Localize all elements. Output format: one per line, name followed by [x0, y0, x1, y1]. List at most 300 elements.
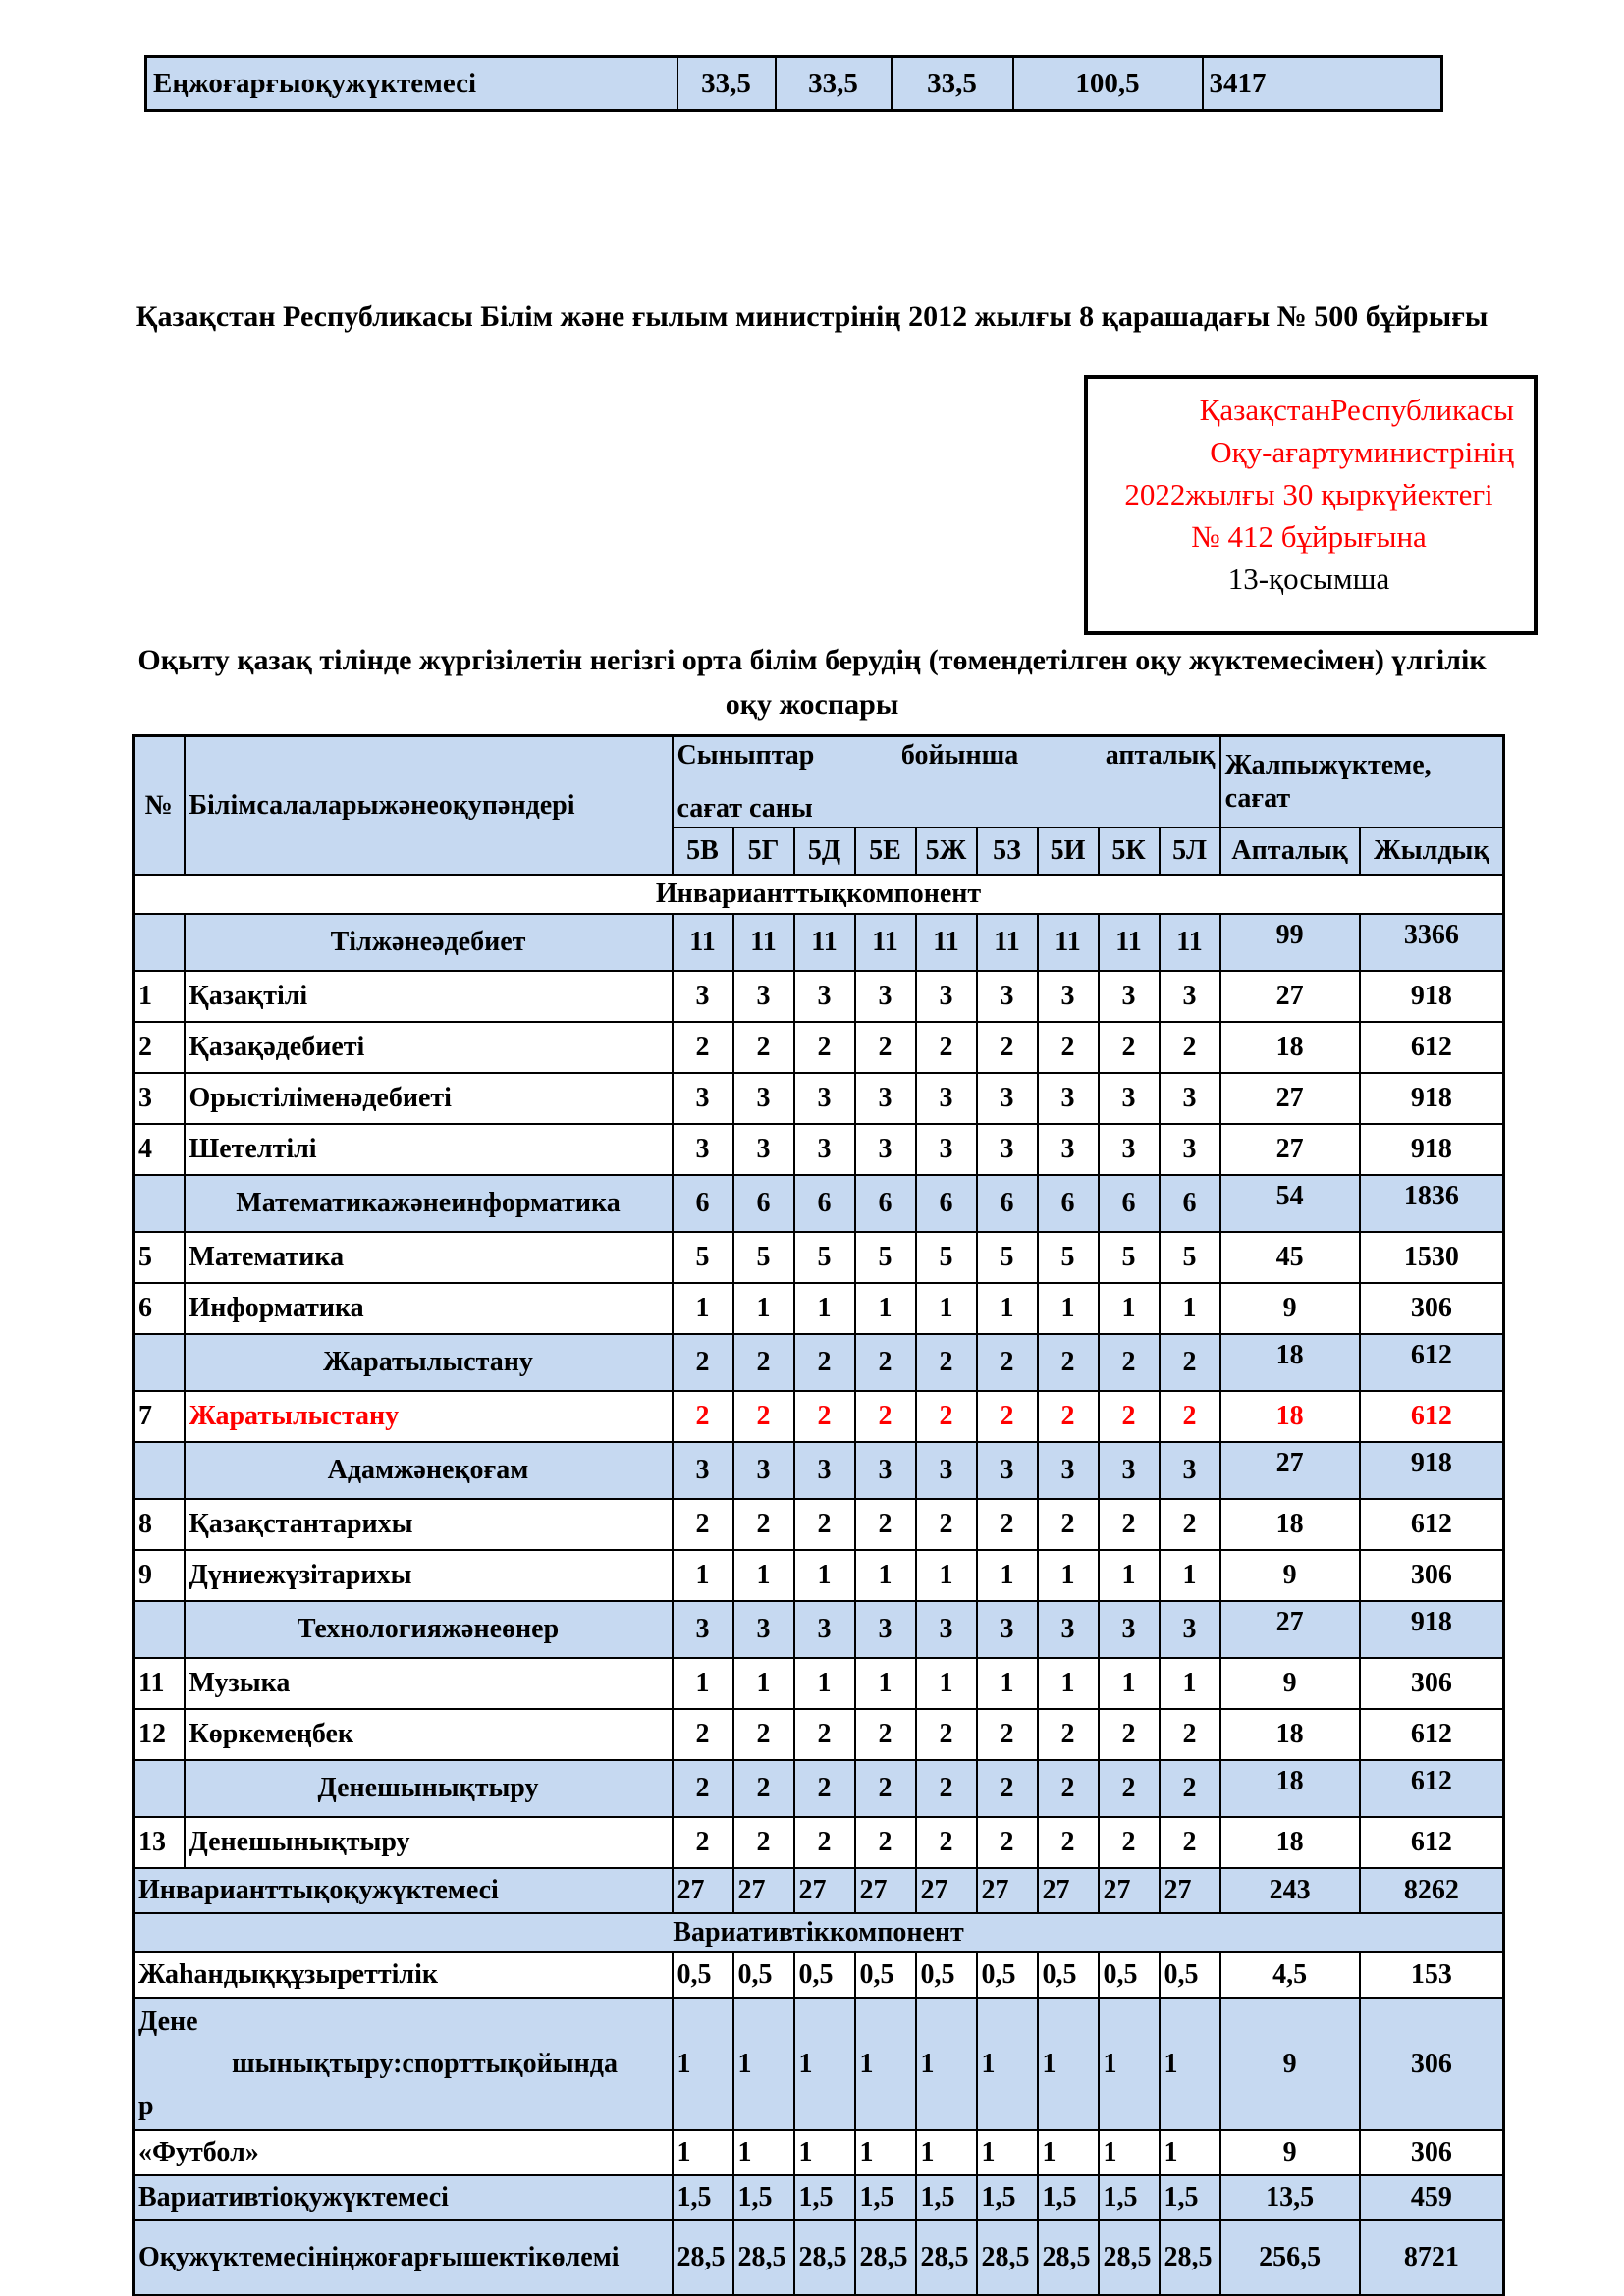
- hours-cell: 3: [855, 1073, 916, 1124]
- hours-cell: 2: [977, 1760, 1038, 1817]
- max-load-label: Еңжоғарғыоқужүктемесі: [146, 57, 677, 111]
- section-title-cell: Инварианттықкомпонент: [134, 875, 1504, 914]
- hours-cell: 1: [977, 1658, 1038, 1709]
- weekly-total-cell: 18: [1220, 1709, 1360, 1760]
- hours-cell: 6: [1160, 1175, 1220, 1232]
- hours-cell: 11: [1099, 914, 1160, 971]
- hours-cell: 2: [855, 1022, 916, 1073]
- hours-cell: 6: [1038, 1175, 1099, 1232]
- hours-cell: 2: [977, 1391, 1038, 1442]
- hours-cell: 1: [1038, 1658, 1099, 1709]
- hours-cell: 11: [977, 914, 1038, 971]
- table-row: [134, 1334, 1504, 1391]
- subject-cell: Математика: [185, 1232, 673, 1283]
- subject-cell: Қазақстантарихы: [185, 1499, 673, 1550]
- hours-cell: 0,5: [1160, 1952, 1220, 1998]
- hours-cell: 2: [916, 1817, 977, 1868]
- weekly-total-cell: 243: [1220, 1868, 1360, 1913]
- hours-cell: 3: [916, 1073, 977, 1124]
- hours-cell: 2: [1038, 1817, 1099, 1868]
- hours-cell: 3: [673, 1442, 733, 1499]
- yearly-total-cell: 612: [1360, 1334, 1504, 1391]
- hours-cell: 1: [855, 1550, 916, 1601]
- hours-cell: 3: [1160, 971, 1220, 1022]
- hours-cell: 3: [977, 971, 1038, 1022]
- hours-cell: 2: [794, 1499, 855, 1550]
- hours-cell: 27: [916, 1868, 977, 1913]
- hours-cell: 0,5: [794, 1952, 855, 1998]
- hours-cell: 1,5: [794, 2175, 855, 2220]
- row-number-cell: 13: [134, 1817, 185, 1868]
- yearly-total-cell: 918: [1360, 1601, 1504, 1658]
- hours-cell: 2: [1099, 1709, 1160, 1760]
- hours-cell: 27: [733, 1868, 794, 1913]
- annex-line: Оқу-ағартуминистрінің: [1210, 435, 1514, 469]
- row-number-cell: 2: [134, 1022, 185, 1073]
- hours-cell: 5: [673, 1232, 733, 1283]
- col-header-yearly: Жылдық: [1360, 828, 1504, 875]
- hours-cell: 5: [1160, 1232, 1220, 1283]
- weekly-total-cell: 9: [1220, 1550, 1360, 1601]
- weekly-total-cell: 27: [1220, 1124, 1360, 1175]
- hours-cell: 2: [673, 1760, 733, 1817]
- hours-cell: 1: [916, 1658, 977, 1709]
- hours-cell: 28,5: [1099, 2220, 1160, 2295]
- section-title-cell: Вариативтіккомпонент: [134, 1913, 1504, 1952]
- hours-cell: 3: [1038, 971, 1099, 1022]
- subject-cell: Музыка: [185, 1658, 673, 1709]
- annex-line: ҚазақстанРеспубликасы: [1199, 393, 1514, 427]
- hours-cell: 2: [1099, 1022, 1160, 1073]
- hours-cell: 2: [1099, 1499, 1160, 1550]
- table-row: [134, 1998, 1504, 2130]
- row-number-cell: 12: [134, 1709, 185, 1760]
- table-row: [134, 1550, 1504, 1601]
- hours-cell: 1: [1038, 2130, 1099, 2175]
- table-row: [134, 1868, 1504, 1913]
- hours-cell: 2: [916, 1760, 977, 1817]
- subject-line: Дене: [138, 2006, 198, 2038]
- hours-cell: 1: [794, 2130, 855, 2175]
- hours-cell: 3: [673, 1601, 733, 1658]
- table-row: [134, 2175, 1504, 2220]
- table-row: [146, 57, 1442, 111]
- table-row: [134, 1442, 1504, 1499]
- annex-line: 2022жылғы 30 қыркүйектегі: [1124, 477, 1493, 511]
- subject-cell: Информатика: [185, 1283, 673, 1334]
- weekly-total-cell: 45: [1220, 1232, 1360, 1283]
- hours-cell: 2: [1038, 1334, 1099, 1391]
- subject-line: шынықтыру:спорттықойында: [232, 2049, 618, 2080]
- hours-cell: 3: [794, 1601, 855, 1658]
- yearly-total-cell: 918: [1360, 971, 1504, 1022]
- subject-cell: Денешынықтыру: [185, 1817, 673, 1868]
- hours-cell: 2: [855, 1760, 916, 1817]
- annex-reference-box: [1084, 375, 1538, 635]
- hours-cell: 3: [1160, 1124, 1220, 1175]
- hours-cell: 3: [855, 1124, 916, 1175]
- hours-cell: 1,5: [1099, 2175, 1160, 2220]
- col-header-weekly: Апталық: [1220, 828, 1360, 875]
- weekly-total-cell: 27: [1220, 1601, 1360, 1658]
- weekly-total-cell: 27: [1220, 1442, 1360, 1499]
- classes-group-line: Сыныптар бойынша апталық: [677, 740, 1216, 771]
- hours-cell: 2: [1160, 1760, 1220, 1817]
- hours-cell: 1: [733, 1658, 794, 1709]
- hours-cell: 3: [673, 971, 733, 1022]
- hours-cell: 6: [855, 1175, 916, 1232]
- max-load-weekly-total: 100,5: [1013, 57, 1203, 111]
- hours-cell: 2: [855, 1709, 916, 1760]
- table-row: [134, 1124, 1504, 1175]
- hours-cell: 3: [1099, 1442, 1160, 1499]
- row-number-cell: 5: [134, 1232, 185, 1283]
- hours-cell: 2: [977, 1709, 1038, 1760]
- hours-cell: 5: [855, 1232, 916, 1283]
- hours-cell: 1: [1038, 1283, 1099, 1334]
- yearly-total-cell: 612: [1360, 1760, 1504, 1817]
- hours-cell: 11: [673, 914, 733, 971]
- hours-cell: 2: [794, 1760, 855, 1817]
- subject-cell: Денешынықтыру: [185, 1760, 673, 1817]
- previous-table-fragment: [144, 55, 1443, 112]
- col-header-class-5d: 5Д: [794, 828, 855, 875]
- subject-cell: Адамжәнеқоғам: [185, 1442, 673, 1499]
- row-number-cell: 6: [134, 1283, 185, 1334]
- hours-cell: 2: [1038, 1499, 1099, 1550]
- yearly-total-cell: 8721: [1360, 2220, 1504, 2295]
- col-header-class-5k: 5К: [1099, 828, 1160, 875]
- hours-cell: 27: [1099, 1868, 1160, 1913]
- hours-cell: 6: [1099, 1175, 1160, 1232]
- col-header-class-5z: 5З: [977, 828, 1038, 875]
- hours-cell: 3: [1160, 1601, 1220, 1658]
- hours-cell: 2: [733, 1391, 794, 1442]
- row-number-cell: [134, 1442, 185, 1499]
- hours-cell: 0,5: [977, 1952, 1038, 1998]
- hours-cell: 2: [1160, 1022, 1220, 1073]
- hours-cell: 1: [855, 2130, 916, 2175]
- row-number-cell: [134, 1175, 185, 1232]
- hours-cell: 2: [855, 1334, 916, 1391]
- subject-cell: Технологияжәнеөнер: [185, 1601, 673, 1658]
- hours-cell: 6: [794, 1175, 855, 1232]
- table-row: [134, 1022, 1504, 1073]
- hours-cell: 3: [794, 971, 855, 1022]
- weekly-total-cell: 18: [1220, 1022, 1360, 1073]
- hours-cell: 1: [1099, 1283, 1160, 1334]
- col-header-subjects: Білімсалаларыжәнеоқупәндері: [185, 736, 673, 876]
- yearly-total-cell: 306: [1360, 1550, 1504, 1601]
- hours-cell: 6: [916, 1175, 977, 1232]
- hours-cell: 1,5: [977, 2175, 1038, 2220]
- hours-cell: 28,5: [855, 2220, 916, 2295]
- hours-cell: 1: [673, 1550, 733, 1601]
- hours-cell: 2: [794, 1391, 855, 1442]
- hours-cell: 3: [673, 1073, 733, 1124]
- hours-cell: 3: [977, 1124, 1038, 1175]
- hours-cell: 1: [1099, 1658, 1160, 1709]
- hours-cell: 0,5: [733, 1952, 794, 1998]
- weekly-total-cell: 18: [1220, 1760, 1360, 1817]
- weekly-total-cell: 4,5: [1220, 1952, 1360, 1998]
- hours-cell: 28,5: [916, 2220, 977, 2295]
- hours-cell: 3: [794, 1124, 855, 1175]
- hours-cell: 1: [855, 1283, 916, 1334]
- hours-cell: 27: [1038, 1868, 1099, 1913]
- hours-cell: 2: [1160, 1334, 1220, 1391]
- hours-cell: 1: [1160, 1550, 1220, 1601]
- row-number-cell: 3: [134, 1073, 185, 1124]
- max-load-value: 33,5: [776, 57, 892, 111]
- hours-cell: 1,5: [855, 2175, 916, 2220]
- hours-cell: 2: [733, 1022, 794, 1073]
- row-number-cell: [134, 914, 185, 971]
- hours-cell: 3: [673, 1124, 733, 1175]
- max-load-yearly-total: 3417: [1203, 57, 1442, 111]
- subject-line: р: [138, 2091, 154, 2122]
- hours-cell: 2: [673, 1022, 733, 1073]
- hours-cell: 1: [855, 1998, 916, 2130]
- row-number-cell: 8: [134, 1499, 185, 1550]
- yearly-total-cell: 918: [1360, 1073, 1504, 1124]
- table-row: [134, 1760, 1504, 1817]
- hours-cell: 1: [794, 1998, 855, 2130]
- table-body: [134, 875, 1504, 2295]
- hours-cell: 2: [916, 1334, 977, 1391]
- hours-cell: 2: [733, 1709, 794, 1760]
- hours-cell: 1: [916, 1283, 977, 1334]
- table-row: [134, 1232, 1504, 1283]
- yearly-total-cell: 3366: [1360, 914, 1504, 971]
- hours-cell: 3: [733, 1601, 794, 1658]
- hours-cell: 2: [794, 1022, 855, 1073]
- col-header-class-5e: 5Е: [855, 828, 916, 875]
- weekly-total-cell: 9: [1220, 1998, 1360, 2130]
- hours-cell: 1: [673, 2130, 733, 2175]
- hours-cell: 27: [794, 1868, 855, 1913]
- hours-cell: 2: [855, 1817, 916, 1868]
- hours-cell: 2: [794, 1709, 855, 1760]
- hours-cell: 2: [794, 1334, 855, 1391]
- hours-cell: 5: [977, 1232, 1038, 1283]
- hours-cell: 2: [673, 1817, 733, 1868]
- yearly-total-cell: 306: [1360, 2130, 1504, 2175]
- hours-cell: 2: [673, 1499, 733, 1550]
- col-header-class-5i: 5И: [1038, 828, 1099, 875]
- subject-cell: «Футбол»: [134, 2130, 673, 2175]
- hours-cell: 3: [855, 1442, 916, 1499]
- hours-cell: 1: [1160, 1283, 1220, 1334]
- subject-cell: Қазақәдебиеті: [185, 1022, 673, 1073]
- hours-cell: 2: [794, 1817, 855, 1868]
- table-row: [134, 1913, 1504, 1952]
- hours-cell: 27: [855, 1868, 916, 1913]
- hours-cell: 2: [1099, 1760, 1160, 1817]
- hours-cell: 2: [1038, 1760, 1099, 1817]
- hours-cell: 3: [1038, 1601, 1099, 1658]
- hours-cell: 1: [794, 1550, 855, 1601]
- hours-cell: 3: [916, 1442, 977, 1499]
- subject-cell: Тілжәнеәдебиет: [185, 914, 673, 971]
- hours-cell: 1: [794, 1283, 855, 1334]
- hours-cell: 1: [855, 1658, 916, 1709]
- hours-cell: 5: [1038, 1232, 1099, 1283]
- subject-cell: [134, 1998, 673, 2130]
- hours-cell: 3: [916, 1601, 977, 1658]
- hours-cell: 11: [733, 914, 794, 971]
- table-row: [134, 914, 1504, 971]
- yearly-total-cell: 612: [1360, 1022, 1504, 1073]
- yearly-total-cell: 918: [1360, 1124, 1504, 1175]
- weekly-total-cell: 256,5: [1220, 2220, 1360, 2295]
- yearly-total-cell: 306: [1360, 1998, 1504, 2130]
- table-row: [134, 875, 1504, 914]
- yearly-total-cell: 918: [1360, 1442, 1504, 1499]
- hours-cell: 11: [1038, 914, 1099, 971]
- hours-cell: 27: [977, 1868, 1038, 1913]
- yearly-total-cell: 1836: [1360, 1175, 1504, 1232]
- hours-cell: 3: [733, 1073, 794, 1124]
- hours-cell: 2: [916, 1391, 977, 1442]
- subject-cell: Орыстіліменәдебиеті: [185, 1073, 673, 1124]
- hours-cell: 5: [733, 1232, 794, 1283]
- weekly-total-cell: 9: [1220, 1283, 1360, 1334]
- table-row: [134, 1817, 1504, 1868]
- hours-cell: 2: [1160, 1817, 1220, 1868]
- hours-cell: 6: [673, 1175, 733, 1232]
- order-heading: Қазақстан Республикасы Білім және ғылым министрінің 2012 жылғы 8 қарашадағы № 500 бұйрығы: [135, 300, 1489, 333]
- row-number-cell: [134, 1601, 185, 1658]
- hours-cell: 2: [977, 1334, 1038, 1391]
- row-number-cell: 11: [134, 1658, 185, 1709]
- hours-cell: 2: [916, 1499, 977, 1550]
- hours-cell: 1: [977, 2130, 1038, 2175]
- hours-cell: 0,5: [916, 1952, 977, 1998]
- subject-cell: Математикажәнеинформатика: [185, 1175, 673, 1232]
- weekly-total-cell: 18: [1220, 1499, 1360, 1550]
- hours-cell: 11: [855, 914, 916, 971]
- col-header-classes-group: [673, 736, 1220, 828]
- hours-cell: 1: [1160, 1658, 1220, 1709]
- hours-cell: 2: [1099, 1391, 1160, 1442]
- weekly-total-cell: 99: [1220, 914, 1360, 971]
- table-row: [134, 1175, 1504, 1232]
- table-row: [134, 1391, 1504, 1442]
- hours-cell: 3: [733, 1124, 794, 1175]
- hours-cell: 2: [733, 1760, 794, 1817]
- hours-cell: 2: [1099, 1334, 1160, 1391]
- table-row: [134, 1499, 1504, 1550]
- subject-cell: Оқужүктемесініңжоғарғышектікөлемі: [134, 2220, 673, 2295]
- hours-cell: 2: [855, 1499, 916, 1550]
- hours-cell: 0,5: [1099, 1952, 1160, 1998]
- hours-cell: 0,5: [673, 1952, 733, 1998]
- max-load-value: 33,5: [892, 57, 1013, 111]
- hours-cell: 2: [916, 1022, 977, 1073]
- hours-cell: 2: [977, 1499, 1038, 1550]
- row-number-cell: 9: [134, 1550, 185, 1601]
- table-row: [134, 1601, 1504, 1658]
- subject-cell: Жаратылыстану: [185, 1391, 673, 1442]
- hours-cell: 11: [916, 914, 977, 971]
- hours-cell: 1: [733, 1283, 794, 1334]
- hours-cell: 3: [855, 1601, 916, 1658]
- table-row: [134, 1658, 1504, 1709]
- max-load-value: 33,5: [677, 57, 776, 111]
- hours-cell: 1: [673, 1283, 733, 1334]
- hours-cell: 1: [1160, 2130, 1220, 2175]
- hours-cell: 11: [794, 914, 855, 971]
- hours-cell: 3: [1038, 1124, 1099, 1175]
- hours-cell: 3: [733, 971, 794, 1022]
- col-header-class-5g: 5Г: [733, 828, 794, 875]
- weekly-total-cell: 27: [1220, 971, 1360, 1022]
- hours-cell: 2: [1038, 1709, 1099, 1760]
- hours-cell: 3: [1038, 1442, 1099, 1499]
- subject-cell: Шетелтілі: [185, 1124, 673, 1175]
- row-number-cell: [134, 1334, 185, 1391]
- hours-cell: 0,5: [855, 1952, 916, 1998]
- hours-cell: 2: [1038, 1391, 1099, 1442]
- hours-cell: 28,5: [673, 2220, 733, 2295]
- hours-cell: 2: [855, 1391, 916, 1442]
- hours-cell: 2: [1160, 1709, 1220, 1760]
- weekly-total-cell: 18: [1220, 1391, 1360, 1442]
- hours-cell: 1: [977, 1550, 1038, 1601]
- hours-cell: 6: [977, 1175, 1038, 1232]
- hours-cell: 3: [855, 971, 916, 1022]
- hours-cell: 3: [1160, 1442, 1220, 1499]
- yearly-total-cell: 153: [1360, 1952, 1504, 1998]
- yearly-total-cell: 8262: [1360, 1868, 1504, 1913]
- hours-cell: 27: [1160, 1868, 1220, 1913]
- hours-cell: 3: [733, 1442, 794, 1499]
- hours-cell: 1,5: [1160, 2175, 1220, 2220]
- hours-cell: 2: [673, 1334, 733, 1391]
- table-row: [134, 1952, 1504, 1998]
- hours-cell: 3: [1099, 1124, 1160, 1175]
- col-header-class-5zh: 5Ж: [916, 828, 977, 875]
- hours-cell: 1,5: [673, 2175, 733, 2220]
- hours-cell: 3: [1099, 971, 1160, 1022]
- hours-cell: 1,5: [733, 2175, 794, 2220]
- hours-cell: 11: [1160, 914, 1220, 971]
- hours-cell: 3: [794, 1073, 855, 1124]
- hours-cell: 28,5: [794, 2220, 855, 2295]
- col-header-total-group: [1220, 736, 1504, 828]
- hours-cell: 1: [733, 2130, 794, 2175]
- hours-cell: 27: [673, 1868, 733, 1913]
- hours-cell: 1: [673, 1998, 733, 2130]
- table-row: [134, 2220, 1504, 2295]
- table-row: [134, 1709, 1504, 1760]
- table-row: [134, 2130, 1504, 2175]
- hours-cell: 5: [794, 1232, 855, 1283]
- hours-cell: 1: [1099, 1998, 1160, 2130]
- hours-cell: 1: [733, 1550, 794, 1601]
- hours-cell: 2: [1160, 1391, 1220, 1442]
- row-number-cell: 1: [134, 971, 185, 1022]
- hours-cell: 3: [916, 971, 977, 1022]
- hours-cell: 3: [977, 1073, 1038, 1124]
- yearly-total-cell: 459: [1360, 2175, 1504, 2220]
- subject-cell: Дүниежүзітарихы: [185, 1550, 673, 1601]
- weekly-total-cell: 13,5: [1220, 2175, 1360, 2220]
- annex-line: № 412 бұйрығына: [1191, 519, 1427, 554]
- hours-cell: 2: [733, 1817, 794, 1868]
- table-header-row: [134, 736, 1504, 828]
